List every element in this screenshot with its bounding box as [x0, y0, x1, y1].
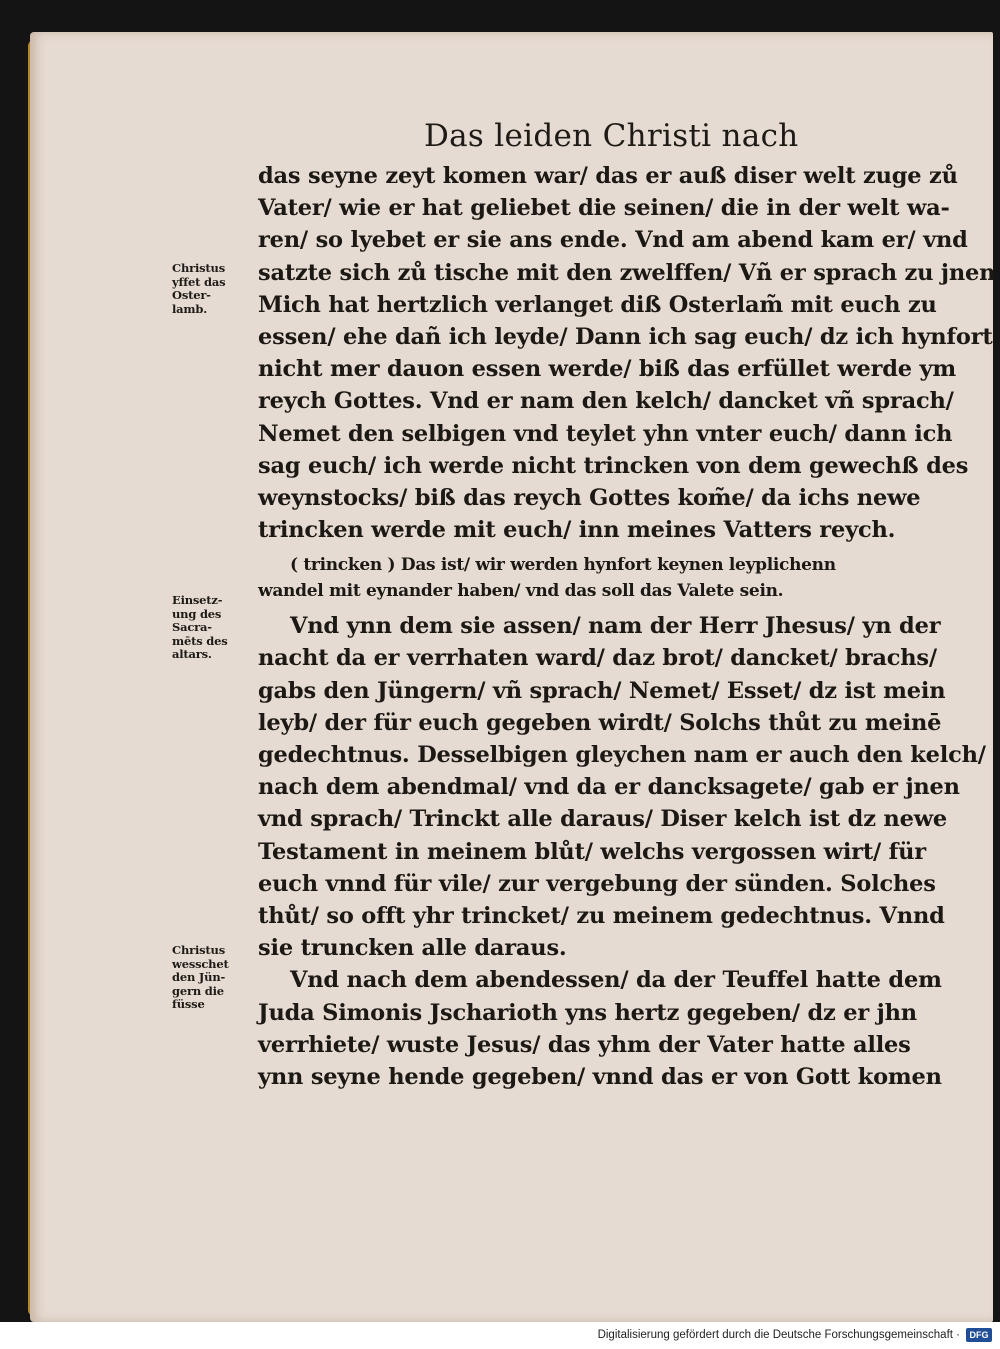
text-line: das seyne zeyt komen war/ das er auß diser welt zuge zů [258, 163, 958, 189]
text-line: Juda Simonis Jscharioth yns hertz gegeben/ dz er jhn [258, 999, 917, 1026]
text-line: reych Gottes. Vnd er nam den kelch/ dancket vñ sprach/ [258, 388, 954, 415]
text-line: gabs den Jüngern/ vñ sprach/ Nemet/ Esset/ dz ist mein [258, 677, 946, 704]
running-header: Das leiden Christi nach [424, 118, 799, 154]
text-line: sag euch/ ich werde nicht trincken von dem gewechß des [258, 452, 969, 479]
text-line: thůt/ so offt yhr trincket/ zu meinem gedechtnus. Vnnd [258, 902, 945, 929]
text-line: Testament in meinem blůt/ welchs vergossen wirt/ für [258, 838, 926, 865]
text-line: Vater/ wie er hat geliebet die seinen/ die in der welt wa- [258, 195, 950, 222]
text-line: nach dem abendmal/ vnd da er dancksagete/ gab er jnen [258, 774, 960, 801]
footer-bar [0, 1322, 1000, 1349]
text-line: ren/ so lyebet er sie ans ende. Vnd am abend kam er/ vnd [258, 227, 968, 254]
text-line: ynn seyne hende gegeben/ vnnd das er von Gott komen [258, 1063, 942, 1090]
margin-note-passover: Christus yffet das Oster- lamb. [172, 261, 226, 316]
text-line: Nemet den selbigen vnd teylet yhn vnter euch/ dann ich [258, 420, 953, 447]
text-line: leyb/ der für euch gegeben wirdt/ Solchs thůt zu meinē [258, 709, 942, 736]
text-line: Mich hat hertzlich verlanget diß Osterlam̃ mit euch zu [258, 291, 937, 318]
gloss-line: ( trincken ) Das ist/ wir werden hynfort keynen leyplichenn [290, 555, 836, 576]
text-line: essen/ ehe dañ ich leyde/ Dann ich sag euch/ dz ich hynfort [258, 323, 993, 350]
text-line: vnd sprach/ Trinckt alle daraus/ Diser kelch ist dz newe [258, 806, 947, 833]
text-line: trincken werde mit euch/ inn meines Vatters reych. [258, 517, 896, 544]
dfg-logo: DFG [966, 1328, 992, 1342]
text-line: weynstocks/ biß das reych Gottes kom̃e/ da ichs newe [258, 484, 921, 511]
text-line: gedechtnus. Desselbigen gleychen nam er auch den kelch/ [258, 742, 986, 768]
text-line: Vnd nach dem abendessen/ da der Teuffel hatte dem [290, 967, 942, 994]
text-line: verrhiete/ wuste Jesus/ das yhm der Vater hatte alles [258, 1031, 911, 1058]
text-line: Vnd ynn dem sie assen/ nam der Herr Jhesus/ yn der [290, 613, 941, 640]
margin-note-sacrament: Einsetz- ung des Sacra- mēts des altars. [172, 593, 228, 661]
gloss-line: wandel mit eynander haben/ vnd das soll das Valete sein. [258, 581, 784, 602]
margin-note-footwashing: Christus wesschet den Jün- gern die füsse [172, 943, 229, 1011]
text-line: satzte sich zů tische mit den zwelffen/ Vñ er sprach zu jnen [258, 259, 996, 286]
text-line: sie truncken alle daraus. [258, 935, 567, 962]
text-line: euch vnnd für vile/ zur vergebung der sünden. Solches [258, 870, 936, 897]
funding-credit: Digitalisierung gefördert durch die Deutsche Forschungsgemeinschaft · [597, 1329, 960, 1341]
text-line: nicht mer dauon essen werde/ biß das erfüllet werde ym [258, 356, 957, 383]
text-line: nacht da er verrhaten ward/ daz brot/ dancket/ brachs/ [258, 645, 937, 672]
main-text-block [258, 160, 996, 1093]
